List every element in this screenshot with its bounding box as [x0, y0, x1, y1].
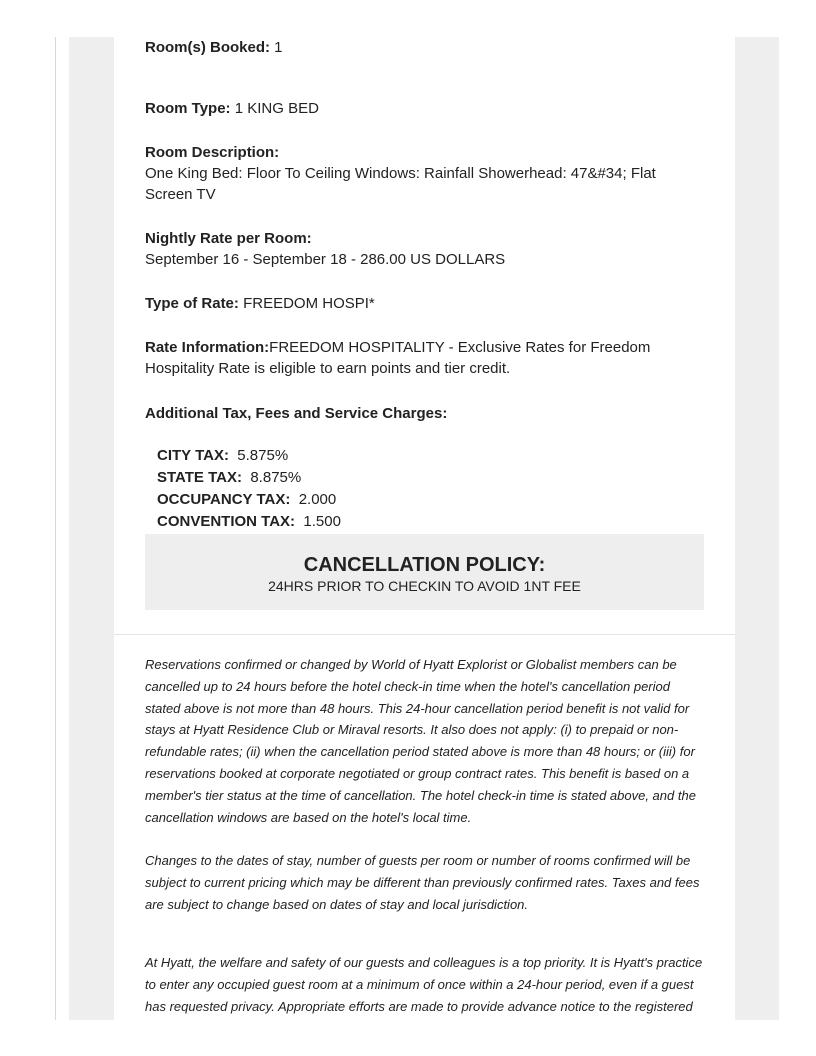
tax-value: 2.000	[298, 491, 337, 508]
room-description-block	[145, 142, 705, 205]
policy-paragraph-safety: At Hyatt, the welfare and safety of our guests and colleagues is a top priority. It is Hyatt's practice to enter any occupied guest room at a minimum of once within a 24-hour period, even if a guest has requested privacy. Appropriate efforts are made to provide advance notice to the registered	[145, 955, 703, 1014]
taxes-heading-row	[145, 403, 705, 424]
tax-row	[157, 511, 341, 533]
room-description-label: Room Description:	[145, 144, 280, 161]
tax-label: OCCUPANCY TAX:	[157, 491, 291, 508]
tax-row	[157, 445, 341, 467]
tax-value: 5.875%	[237, 447, 289, 464]
tax-value: 8.875%	[250, 469, 302, 486]
rate-information-label: Rate Information:	[145, 339, 270, 356]
cancellation-policy-title: CANCELLATION POLICY:	[303, 554, 546, 576]
tax-list	[157, 445, 341, 533]
nightly-rate-block	[145, 228, 705, 270]
tax-row	[157, 467, 341, 489]
reservation-card	[114, 37, 735, 1020]
section-divider	[114, 634, 735, 635]
rate-type-row	[145, 293, 705, 314]
tax-value: 1.500	[303, 513, 341, 530]
room-description-value: One King Bed: Floor To Ceiling Windows: Rainfall Showerhead: 47&#34; Flat Screen TV	[145, 165, 656, 203]
policy-paragraph-changes: Changes to the dates of stay, number of guests per room or number of rooms confirmed will be subject to current pricing which may be different than previously confirmed rates. Taxes and fees are subject to change based on dates of stay and local jurisdiction.	[145, 853, 700, 912]
room-type-value: 1 KING BED	[230, 100, 319, 117]
tax-label: STATE TAX:	[157, 469, 242, 486]
cancellation-policy-detail: 24HRS PRIOR TO CHECKIN TO AVOID 1NT FEE	[268, 578, 581, 594]
room-type-row	[145, 98, 705, 119]
rate-type-value: FREEDOM HOSPI*	[238, 295, 375, 312]
rooms-booked-value: 1	[270, 39, 283, 56]
rate-type-label: Type of Rate:	[145, 295, 239, 312]
tax-label: CONVENTION TAX:	[157, 513, 296, 530]
tax-row	[157, 489, 341, 511]
nightly-rate-label: Nightly Rate per Room:	[145, 230, 312, 247]
rate-information-value: FREEDOM HOSPITALITY - Exclusive Rates for Freedom Hospitality Rate is eligible to earn points and tier credit.	[145, 339, 651, 377]
room-type-label: Room Type:	[145, 100, 231, 117]
rooms-booked-label: Room(s) Booked:	[145, 39, 270, 56]
policy-paragraph-cancellation: Reservations confirmed or changed by World of Hyatt Explorist or Globalist members can be cancelled up to 24 hours before the hotel check-in time when the hotel's cancellation period stated above is not more than 48 hours. This 24-hour cancellation period benefit is not valid for stays at Hyatt Residence Club or Miraval resorts. It also does not apply: (i) to prepaid or non-refundable rates; (ii) when the cancellation period stated above is more than 48 hours; or (iii) for reservations booked at corporate negotiated or group contract rates. This benefit is based on a member's tier status at the time of cancellation. The hotel check-in time is stated above, and the cancellation windows are based on the hotel's local time.	[145, 657, 696, 825]
rate-information-block	[145, 337, 705, 379]
left-margin-rule	[55, 37, 56, 1020]
rooms-booked-row	[145, 37, 705, 58]
tax-label: CITY TAX:	[157, 447, 229, 464]
cancellation-policy-box	[145, 534, 704, 610]
nightly-rate-value: September 16 - September 18 - 286.00 US DOLLARS	[145, 251, 506, 268]
taxes-heading: Additional Tax, Fees and Service Charges:	[145, 405, 448, 422]
